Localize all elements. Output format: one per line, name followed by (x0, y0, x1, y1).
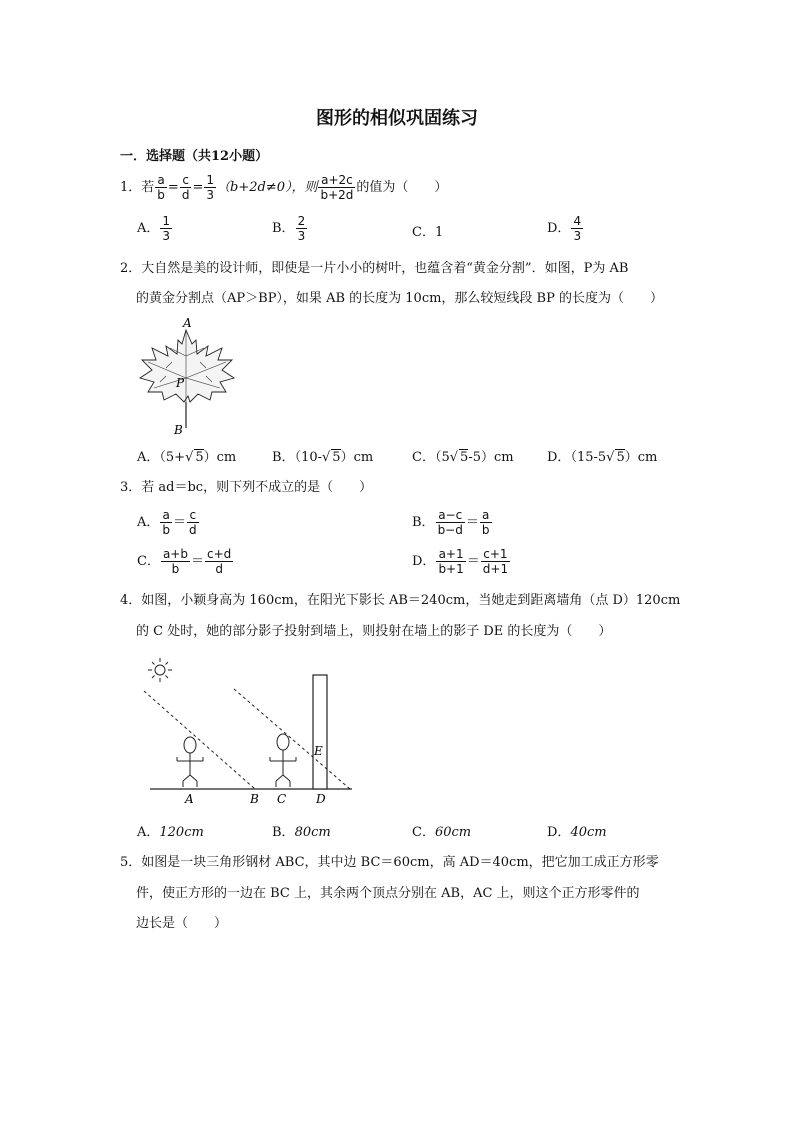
denominator: 3 (297, 229, 306, 243)
numerator: 1 (162, 214, 171, 228)
option-prefix: （15-5 (570, 450, 607, 465)
equals: ＝ (466, 554, 480, 569)
option-suffix: ）cm (203, 450, 237, 465)
denominator: b (171, 562, 180, 576)
option-label: D． (547, 825, 571, 840)
option-label: B． (412, 515, 435, 530)
numerator: 2 (297, 214, 306, 228)
stem-text: 如图是一块三角形钢材 ABC，其中边 BC＝60cm，高 AD＝40cm，把它加工成正方形零 (141, 855, 659, 870)
question-3-stem (120, 479, 372, 497)
sun-icon (148, 658, 172, 682)
option-prefix: （5+ (159, 450, 186, 465)
denominator: b+1 (438, 562, 464, 576)
point-p-label: P (176, 376, 185, 390)
fraction (160, 508, 172, 537)
option-suffix: -5）cm (468, 450, 514, 465)
radicand: 5 (195, 450, 204, 465)
radicand: 5 (332, 450, 341, 465)
denominator: b (162, 523, 171, 537)
option-label: D． (412, 554, 436, 569)
maple-leaf-icon (140, 330, 234, 402)
q1-option-b[interactable] (272, 214, 308, 243)
question-number: 3． (120, 480, 142, 495)
option-suffix: ）cm (340, 450, 374, 465)
numerator: a+1 (436, 547, 465, 562)
numerator: a−c (436, 508, 465, 523)
q4-option-b[interactable] (272, 821, 331, 840)
point-a-label: A (183, 316, 192, 330)
numerator: a (160, 508, 172, 523)
fraction (160, 214, 172, 243)
numerator: c+1 (481, 547, 510, 562)
section-heading: 一．选择题（共12小题） (120, 149, 269, 164)
option-label: A． (137, 450, 160, 465)
fraction (205, 547, 233, 576)
question-5-stem-line1 (120, 854, 659, 872)
denominator: 3 (573, 229, 582, 243)
page-title: 图形的相似巩固练习 (316, 108, 478, 129)
fraction (481, 547, 510, 576)
option-label: A． (137, 221, 160, 236)
fraction (204, 173, 216, 202)
radicand: 5 (460, 450, 469, 465)
denominator: b (157, 188, 165, 202)
option-value: 1 (434, 225, 444, 240)
option-value: 80cm (294, 825, 331, 840)
option-label: A． (137, 825, 160, 840)
shadow-figure (140, 655, 360, 807)
q1-option-a[interactable] (137, 214, 173, 243)
denominator: d (215, 562, 223, 576)
fraction (180, 173, 192, 202)
option-label: D． (547, 221, 571, 236)
question-number: 4． (120, 593, 142, 608)
point-b-label: B (174, 423, 183, 437)
person-icon (177, 737, 203, 787)
equals: ＝ (465, 515, 479, 530)
fraction (296, 214, 308, 243)
option-label: C． (412, 825, 435, 840)
q1-option-c[interactable] (412, 221, 443, 240)
sqrt-icon: √ (185, 450, 194, 465)
q3-option-d[interactable] (412, 547, 511, 576)
q2-option-a[interactable] (137, 446, 236, 465)
q2-option-b[interactable] (272, 446, 373, 465)
q1-condition: （b+2d≠0），则 (217, 180, 318, 195)
fraction (161, 547, 190, 576)
maple-leaf-figure (136, 316, 242, 440)
numerator: a (155, 173, 167, 188)
option-label: B． (272, 825, 295, 840)
fraction (436, 508, 465, 537)
point-a-label: A (185, 792, 194, 806)
stem-text: 如图，小颖身高为 160cm，在阳光下影长 AB＝240cm，当她走到距离墙角（点 D）120cm (141, 593, 681, 608)
option-label: C． (412, 450, 435, 465)
sqrt-icon: √ (449, 450, 459, 465)
numerator: c (187, 508, 199, 523)
option-prefix: （10- (294, 450, 322, 465)
equals: = (192, 180, 204, 195)
q3-option-a[interactable] (137, 508, 200, 537)
option-label: B． (272, 221, 295, 236)
numerator: 1 (206, 173, 214, 187)
question-5-stem-line3: 边长是（ ） (136, 916, 228, 931)
equals: ＝ (173, 515, 187, 530)
denominator: 3 (206, 188, 214, 202)
denominator: d (189, 523, 197, 537)
fraction (436, 547, 465, 576)
question-number: 5． (120, 855, 142, 870)
option-prefix: （5 (434, 450, 450, 465)
question-5-stem-line2: 件，使正方形的一边在 BC 上，其余两个顶点分别在 AB，AC 上，则这个正方形零件的 (136, 886, 640, 901)
question-number: 1． (120, 180, 142, 195)
q1-option-d[interactable] (547, 214, 584, 243)
stem-text: 大自然是美的设计师，即使是一片小小的树叶，也蕴含着“黄金分割”．如图，P为 AB (141, 261, 629, 276)
point-b-label: B (250, 792, 259, 806)
q1-prefix: 若 (141, 180, 155, 195)
equals: = (167, 180, 179, 195)
q1-postfix: 的值为（ ） (356, 180, 448, 195)
question-4-stem-line2: 的 C 处时，她的部分影子投射到墙上，则投射在墙上的影子 DE 的长度为（ ） (136, 624, 612, 639)
sqrt-icon: √ (606, 450, 615, 465)
sun-ray-1 (144, 691, 255, 789)
question-2-stem-line2: 的黄金分割点（AP＞BP），如果 AB 的长度为 10cm，那么较短线段 BP 的长度为（ ） (136, 291, 663, 306)
sun-ray-2 (234, 689, 350, 789)
q2-option-d[interactable] (547, 446, 657, 465)
q4-option-a[interactable] (137, 821, 204, 840)
equals: ＝ (190, 554, 204, 569)
option-label: C． (137, 554, 160, 569)
option-value: 120cm (159, 825, 204, 840)
denominator: b−d (437, 523, 463, 537)
option-label: A． (137, 515, 160, 530)
denominator: b (481, 523, 490, 537)
denominator: 3 (162, 229, 171, 243)
denominator: b+2d (320, 188, 354, 202)
denominator: d (181, 188, 190, 202)
option-value: 40cm (570, 825, 607, 840)
radicand: 5 (616, 450, 625, 465)
person-icon (270, 734, 296, 787)
stem-text: 若 ad＝bc，则下列不成立的是（ ） (141, 480, 373, 495)
sqrt-icon: √ (322, 450, 331, 465)
question-number: 2． (120, 261, 142, 276)
numerator: c (180, 173, 192, 188)
numerator: a+2c (318, 173, 355, 188)
point-e-label: E (314, 744, 323, 758)
question-4-stem-line1 (120, 592, 680, 610)
option-suffix: ）cm (624, 450, 658, 465)
numerator: c+d (207, 547, 232, 561)
fraction (480, 508, 492, 537)
point-d-label: D (316, 792, 326, 806)
fraction (187, 508, 199, 537)
option-label: B． (272, 450, 295, 465)
numerator: a (480, 508, 492, 523)
option-label: C． (412, 225, 435, 240)
fraction (318, 173, 355, 202)
denominator: d+1 (482, 562, 509, 576)
fraction (571, 214, 583, 243)
wall (313, 675, 327, 789)
fraction (155, 173, 167, 202)
q4-option-c[interactable] (412, 821, 471, 840)
q2-option-c[interactable] (412, 446, 514, 465)
question-1-stem (120, 173, 447, 202)
q3-option-c[interactable] (137, 547, 234, 576)
option-value: 60cm (434, 825, 472, 840)
option-label: D． (547, 450, 571, 465)
numerator: 4 (573, 214, 582, 228)
q3-option-b[interactable] (412, 508, 493, 537)
point-c-label: C (277, 792, 287, 806)
q4-option-d[interactable] (547, 821, 607, 840)
numerator: a+b (162, 547, 188, 561)
question-2-stem-line1 (120, 260, 628, 278)
